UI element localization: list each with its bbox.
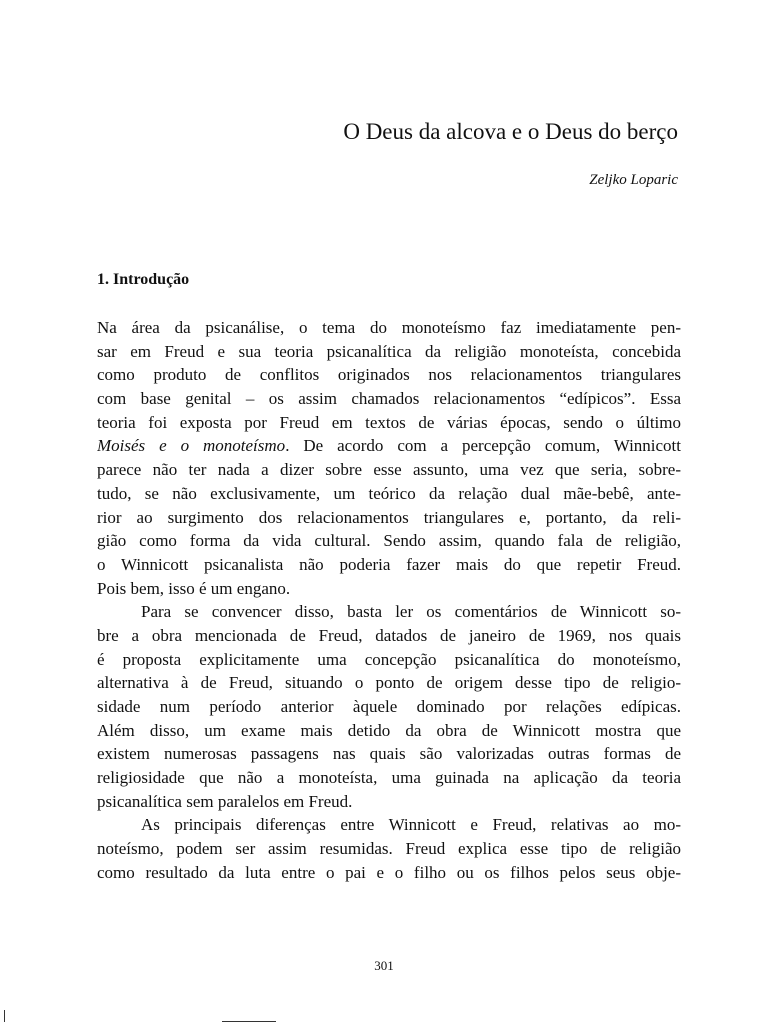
text-line: [97, 434, 681, 458]
paragraph: [97, 316, 681, 600]
text-segment: como produto de conflitos originados nos relacionamentos triangulares: [97, 365, 681, 385]
text-segment: parece não ter nada a dizer sobre esse assunto, uma vez que seria, sobre-: [97, 460, 681, 480]
text-segment: religiosidade que não a monoteísta, uma guinada na aplicação da teoria: [97, 768, 681, 788]
text-line: [97, 861, 681, 885]
text-segment: bre a obra mencionada de Freud, datados de janeiro de 1969, nos quais: [97, 625, 681, 645]
text-line: [97, 529, 681, 553]
text-line: [97, 695, 681, 719]
italic-title: Moisés e o monoteísmo: [97, 436, 286, 456]
text-line: [97, 458, 681, 482]
text-segment: como resultado da luta entre o pai e o filho ou os filhos pelos seus obje-: [97, 862, 681, 882]
text-segment: noteísmo, podem ser assim resumidas. Freud explica esse tipo de religião: [97, 839, 681, 859]
text-segment: o Winnicott psicanalista não poderia fazer mais do que repetir Freud.: [97, 554, 681, 574]
text-segment: Na área da psicanálise, o tema do monoteísmo faz imediatamente pen-: [97, 318, 681, 337]
text-segment: gião como forma da vida cultural. Sendo assim, quando fala de religião,: [97, 531, 681, 551]
text-line: [97, 671, 681, 695]
text-line: [97, 624, 681, 648]
text-line: [97, 363, 681, 387]
text-line: [97, 411, 681, 435]
text-line: [97, 766, 681, 790]
body-text: [97, 316, 681, 885]
text-segment: é proposta explicitamente uma concepção psicanalítica do monoteísmo,: [97, 649, 681, 669]
text-segment: Para se convencer disso, basta ler os comentários de Winnicott so-: [141, 602, 681, 622]
text-segment: As principais diferenças entre Winnicott e Freud, relativas ao mo-: [141, 815, 681, 835]
text-segment: teoria foi exposta por Freud em textos de várias épocas, sendo o último: [97, 412, 681, 432]
text-line: [97, 600, 681, 624]
text-line: [97, 506, 681, 530]
text-line: [97, 837, 681, 861]
text-line: [97, 553, 681, 577]
text-line: [97, 482, 681, 506]
text-segment: sar em Freud e sua teoria psicanalítica da religião monoteísta, concebida: [97, 341, 681, 361]
text-segment: existem numerosas passagens nas quais são valorizadas outras formas de: [97, 744, 681, 764]
text-segment: sidade num período anterior àquele dominado por relações edípicas.: [97, 697, 681, 716]
article-title: O Deus da alcova e o Deus do berço: [343, 119, 678, 144]
text-line: [97, 742, 681, 766]
text-line: [97, 577, 681, 601]
text-segment: psicanalítica sem paralelos em Freud.: [97, 791, 353, 811]
paragraph: [97, 600, 681, 813]
text-line: [97, 813, 681, 837]
text-line: [97, 648, 681, 672]
text-line: [97, 387, 681, 411]
text-segment: Pois bem, isso é um engano.: [97, 578, 291, 598]
text-segment: rior ao surgimento dos relacionamentos triangulares e, portanto, da reli-: [97, 507, 681, 527]
footer-rule: [222, 1021, 276, 1022]
text-segment: tudo, se não exclusivamente, um teórico da relação dual mãe-bebê, ante-: [97, 483, 681, 503]
text-line: [97, 340, 681, 364]
margin-mark: [4, 1010, 5, 1022]
text-line: [97, 790, 681, 814]
text-line: [97, 719, 681, 743]
article-author: Zeljko Loparic: [589, 172, 678, 188]
section-heading: 1. Introdução: [97, 271, 190, 288]
paragraph: [97, 813, 681, 884]
text-segment: Além disso, um exame mais detido da obra de Winnicott mostra que: [97, 720, 681, 740]
text-segment: alternativa à de Freud, situando o ponto de origem desse tipo de religio-: [97, 673, 681, 693]
text-segment: com base genital – os assim chamados relacionamentos “edípicos”. Essa: [97, 389, 681, 409]
text-segment: . De acordo com a percepção comum, Winnicott: [285, 436, 681, 456]
text-line: [97, 316, 681, 340]
page-number: 301: [374, 958, 394, 973]
